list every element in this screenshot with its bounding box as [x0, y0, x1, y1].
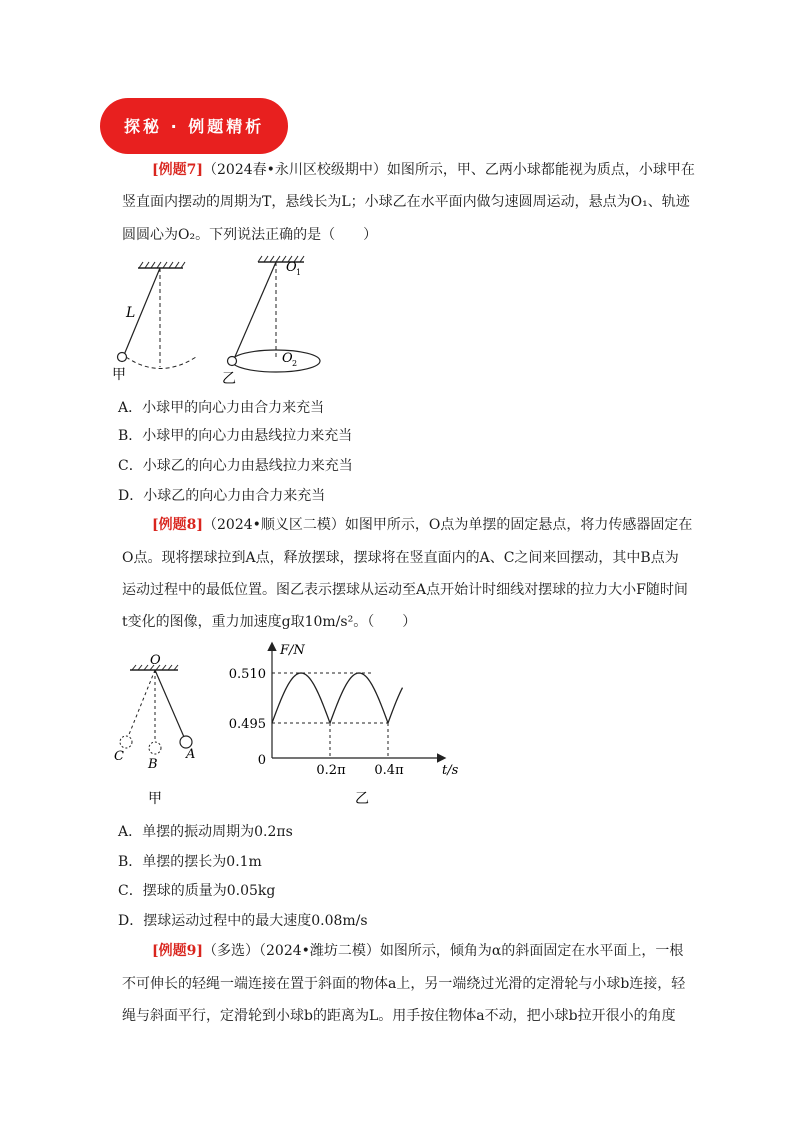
ex8-option-c: C．摆球的质量为0.05kg — [118, 883, 276, 899]
caption-yi: 乙 — [355, 791, 369, 807]
x-tick-04pi: 0.4π — [374, 763, 404, 778]
ex7-label: [例题7] — [152, 162, 203, 178]
y-tick-0: 0 — [257, 753, 266, 768]
ex8-line4: t变化的图像，重力加速度g取10m/s²。（ ） — [122, 614, 417, 630]
ex8-line2: O点。现将摆球拉到A点，释放摆球，摆球将在竖直面内的A、C之间来回摆动，其中B点为 — [122, 550, 679, 566]
ex7-option-b: B．小球甲的向心力由悬线拉力来充当 — [118, 428, 353, 444]
label-C: C — [114, 749, 124, 764]
ex7-figure — [108, 255, 348, 390]
caption-jia: 甲 — [148, 791, 162, 807]
ex8-pendulum-figure — [108, 650, 208, 810]
ex8-text1: （2024•顺义区二模）如图甲所示，O点为单摆的固定悬点，将力传感器固定在 — [203, 517, 693, 533]
ex9-text1: （多选）（2024•潍坊二模）如图所示，倾角为α的斜面固定在水平面上，一根 — [203, 943, 684, 959]
y-tick-0510: 0.510 — [228, 667, 266, 682]
ex8-line3: 运动过程中的最低位置。图乙表示摆球从运动至A点开始计时细线对摆球的拉力大小F随时间 — [122, 582, 688, 598]
ex8-option-a: A．单摆的振动周期为0.2πs — [118, 824, 293, 840]
ex8-label: [例题8] — [152, 517, 203, 533]
ex7-line2: 竖直面内摆动的周期为T，悬线长为L；小球乙在水平面内做匀速圆周运动，悬点为O₁、轨迹 — [122, 194, 690, 210]
series-line — [272, 673, 403, 723]
ex9-line1 — [152, 941, 683, 961]
ex8-line1 — [152, 515, 692, 535]
label-B: B — [148, 757, 158, 772]
label-O1-sub: 1 — [296, 268, 302, 277]
ex9-line2: 不可伸长的轻绳一端连接在置于斜面的物体a上，另一端绕过光滑的定滑轮与小球b连接，轻 — [122, 976, 686, 992]
y-axis-label: F/N — [280, 643, 305, 658]
label-A: A — [186, 747, 196, 762]
label-L: L — [126, 305, 136, 321]
x-axis-label: t/s — [442, 763, 459, 778]
banner-title: 探秘 · 例题精析 — [124, 117, 265, 136]
ex8-option-d: D．摆球运动过程中的最大速度0.08m/s — [118, 913, 368, 929]
label-yi: 乙 — [222, 371, 236, 387]
ex7-line3: 圆圆心为O₂。下列说法正确的是（ ） — [122, 227, 378, 243]
label-O: O — [150, 653, 161, 668]
x-tick-02pi: 0.2π — [316, 763, 346, 778]
ex7-option-c: C．小球乙的向心力由悬线拉力来充当 — [118, 458, 353, 474]
y-tick-0495: 0.495 — [228, 717, 266, 732]
label-O2-sub: 2 — [292, 359, 298, 368]
force-time-chart — [222, 640, 472, 810]
ex7-text1: （2024春•永川区校级期中）如图所示，甲、乙两小球都能视为质点，小球甲在 — [203, 162, 695, 178]
ex9-label: [例题9] — [152, 943, 203, 959]
ex7-line1 — [152, 160, 695, 180]
label-O2: O — [282, 351, 293, 366]
label-jia: 甲 — [112, 367, 126, 383]
ex9-line3: 绳与斜面平行，定滑轮到小球b的距离为L。用手按住物体a不动，把小球b拉开很小的角度 — [122, 1008, 676, 1024]
ex7-option-d: D．小球乙的向心力由合力来充当 — [118, 488, 326, 504]
ex7-option-a: A．小球甲的向心力由合力来充当 — [118, 400, 325, 416]
section-banner — [100, 98, 288, 154]
ex8-option-b: B．单摆的摆长为0.1m — [118, 854, 262, 870]
label-O1: O — [286, 260, 297, 275]
